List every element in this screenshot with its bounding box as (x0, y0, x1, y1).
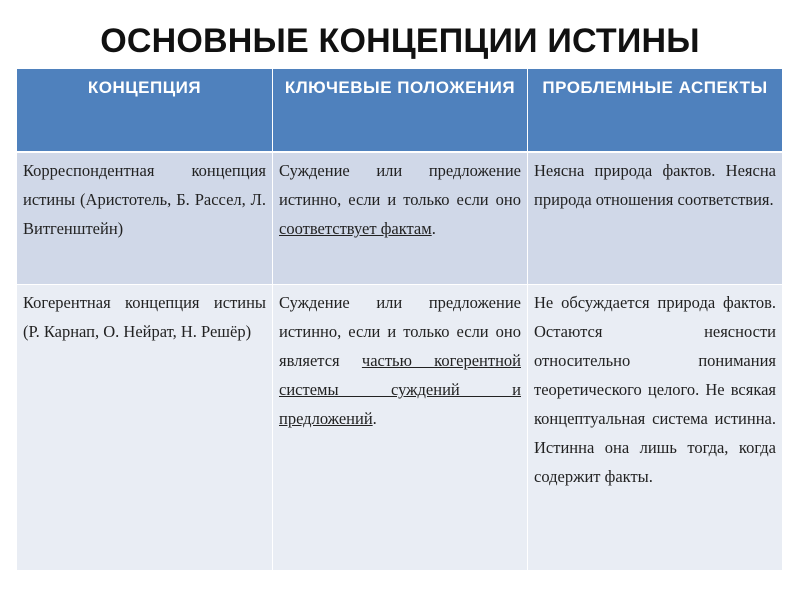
header-concept: КОНЦЕПЦИЯ (17, 69, 273, 153)
key-text: Суждение или предложение истинно, если и только если оно (279, 161, 521, 209)
page-title: ОСНОВНЫЕ КОНЦЕПЦИИ ИСТИНЫ (100, 22, 700, 60)
problems-cell: Не обсуждается природа фактов. Остаются неясности относительно понимания теоретического целого. Не всякая концептуальная система истинна. Истинна она лишь тогда, когда содержит факты. (528, 285, 783, 571)
truth-concepts-table (16, 68, 783, 571)
concept-cell: Корреспондентная концепция истины (Аристотель, Б. Рассел, Л. Витгенштейн) (17, 152, 273, 285)
problems-cell: Неясна природа фактов. Неясна природа отношения соответствия. (528, 152, 783, 285)
key-points-cell (273, 285, 528, 571)
table-row (17, 285, 783, 571)
header-key-points: КЛЮЧЕВЫЕ ПОЛОЖЕНИЯ (273, 69, 528, 153)
key-text: Суждение или предложение истинно, если и только если оно является (279, 293, 521, 370)
key-underlined: частью когерентной системы суждений и предложений (279, 351, 521, 428)
key-points-cell (273, 152, 528, 285)
key-end: . (431, 219, 436, 238)
key-underlined: соответствует фактам (279, 219, 432, 238)
key-end: . (372, 409, 377, 428)
table-row (17, 152, 783, 285)
header-problems: ПРОБЛЕМНЫЕ АСПЕКТЫ (528, 69, 783, 153)
concept-cell: Когерентная концепция истины (Р. Карнап, О. Нейрат, Н. Решёр) (17, 285, 273, 571)
header-row (17, 69, 783, 153)
